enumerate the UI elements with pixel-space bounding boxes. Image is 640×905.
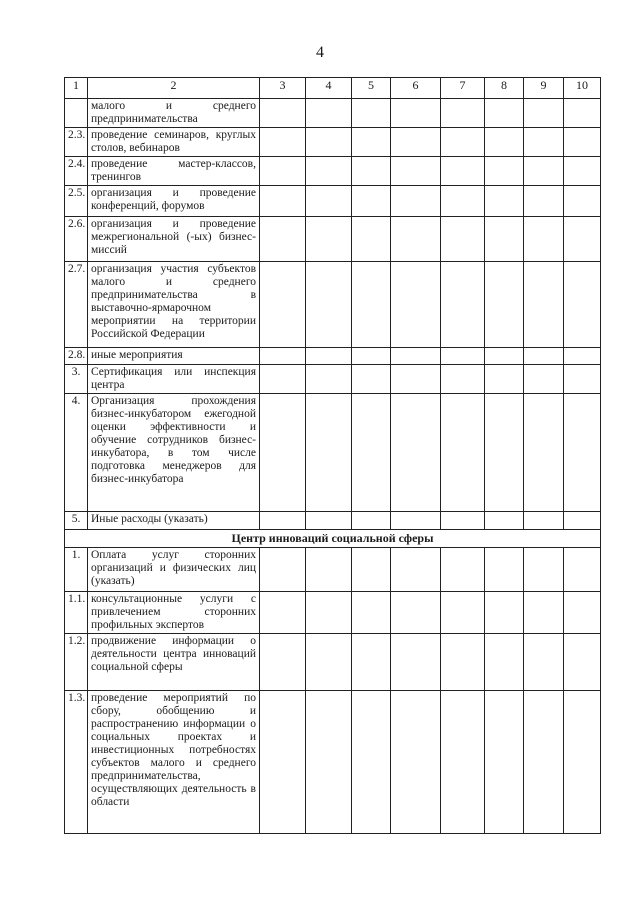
table-row bbox=[65, 548, 601, 592]
row-description: организация и проведение межрегиональной (-ых) бизнес-миссий bbox=[88, 217, 260, 262]
value-cell bbox=[306, 128, 352, 157]
value-cell bbox=[391, 691, 441, 834]
value-cell bbox=[441, 592, 485, 634]
value-cell bbox=[352, 99, 391, 128]
row-description: проведение мастер-классов, тренингов bbox=[88, 157, 260, 186]
row-description: Оплата услуг сторонних организаций и физических лиц (указать) bbox=[88, 548, 260, 592]
value-cell bbox=[306, 634, 352, 691]
row-description: консультационные услуги с привлечением сторонних профильных экспертов bbox=[88, 592, 260, 634]
row-description: проведение семинаров, круглых столов, вебинаров bbox=[88, 128, 260, 157]
value-cell bbox=[306, 548, 352, 592]
value-cell bbox=[441, 634, 485, 691]
value-cell bbox=[485, 348, 524, 365]
row-description: иные мероприятия bbox=[88, 348, 260, 365]
value-cell bbox=[524, 394, 564, 512]
row-number: 1.2. bbox=[65, 634, 88, 691]
value-cell bbox=[564, 592, 601, 634]
column-header: 9 bbox=[524, 78, 564, 99]
value-cell bbox=[524, 548, 564, 592]
row-number: 2.5. bbox=[65, 186, 88, 217]
value-cell bbox=[485, 128, 524, 157]
column-header: 6 bbox=[391, 78, 441, 99]
value-cell bbox=[441, 157, 485, 186]
section-row bbox=[65, 530, 601, 548]
value-cell bbox=[485, 691, 524, 834]
value-cell bbox=[564, 217, 601, 262]
value-cell bbox=[441, 348, 485, 365]
value-cell bbox=[524, 157, 564, 186]
value-cell bbox=[485, 99, 524, 128]
value-cell bbox=[306, 262, 352, 348]
column-header: 3 bbox=[260, 78, 306, 99]
table-row bbox=[65, 262, 601, 348]
value-cell bbox=[485, 394, 524, 512]
value-cell bbox=[306, 99, 352, 128]
value-cell bbox=[524, 128, 564, 157]
row-description: Организация прохождения бизнес-инкубатором ежегодной оценки эффективности и обучение сотрудников бизнес-инкубатора, в том числе подготовка менеджеров для бизнес-инкубатора bbox=[88, 394, 260, 512]
row-number bbox=[65, 99, 88, 128]
budget-table bbox=[64, 77, 601, 834]
value-cell bbox=[441, 262, 485, 348]
table-row bbox=[65, 128, 601, 157]
value-cell bbox=[524, 592, 564, 634]
value-cell bbox=[524, 217, 564, 262]
value-cell bbox=[260, 348, 306, 365]
table-row bbox=[65, 348, 601, 365]
value-cell bbox=[524, 365, 564, 394]
value-cell bbox=[564, 634, 601, 691]
table-body bbox=[65, 78, 601, 834]
table-row bbox=[65, 365, 601, 394]
value-cell bbox=[352, 186, 391, 217]
value-cell bbox=[441, 548, 485, 592]
column-header: 4 bbox=[306, 78, 352, 99]
value-cell bbox=[260, 548, 306, 592]
table-row bbox=[65, 99, 601, 128]
row-description: проведение мероприятий по сбору, обобщению и распространению информации о социальных проектах и инвестиционных потребностях субъектов малого и среднего предпринимательства, осуществляющих деятельность в области bbox=[88, 691, 260, 834]
value-cell bbox=[564, 348, 601, 365]
table-row bbox=[65, 217, 601, 262]
value-cell bbox=[485, 512, 524, 530]
value-cell bbox=[391, 634, 441, 691]
value-cell bbox=[441, 99, 485, 128]
value-cell bbox=[485, 634, 524, 691]
value-cell bbox=[485, 548, 524, 592]
value-cell bbox=[260, 262, 306, 348]
value-cell bbox=[352, 548, 391, 592]
value-cell bbox=[485, 217, 524, 262]
value-cell bbox=[564, 186, 601, 217]
value-cell bbox=[524, 262, 564, 348]
column-header: 2 bbox=[88, 78, 260, 99]
value-cell bbox=[485, 186, 524, 217]
row-number: 5. bbox=[65, 512, 88, 530]
value-cell bbox=[352, 157, 391, 186]
row-description: малого и среднего предпринимательства bbox=[88, 99, 260, 128]
row-description: Иные расходы (указать) bbox=[88, 512, 260, 530]
value-cell bbox=[352, 691, 391, 834]
value-cell bbox=[260, 99, 306, 128]
value-cell bbox=[564, 394, 601, 512]
value-cell bbox=[260, 634, 306, 691]
value-cell bbox=[441, 394, 485, 512]
column-header: 8 bbox=[485, 78, 524, 99]
value-cell bbox=[564, 128, 601, 157]
value-cell bbox=[306, 348, 352, 365]
table-row bbox=[65, 634, 601, 691]
value-cell bbox=[564, 262, 601, 348]
table-row bbox=[65, 394, 601, 512]
row-number: 2.4. bbox=[65, 157, 88, 186]
value-cell bbox=[352, 634, 391, 691]
value-cell bbox=[306, 512, 352, 530]
row-description: организация и проведение конференций, форумов bbox=[88, 186, 260, 217]
section-title: Центр инноваций социальной сферы bbox=[65, 530, 601, 548]
row-number: 2.3. bbox=[65, 128, 88, 157]
value-cell bbox=[306, 592, 352, 634]
value-cell bbox=[260, 394, 306, 512]
value-cell bbox=[260, 217, 306, 262]
value-cell bbox=[485, 365, 524, 394]
value-cell bbox=[260, 592, 306, 634]
value-cell bbox=[524, 99, 564, 128]
value-cell bbox=[524, 186, 564, 217]
value-cell bbox=[391, 512, 441, 530]
value-cell bbox=[391, 365, 441, 394]
value-cell bbox=[306, 394, 352, 512]
value-cell bbox=[564, 512, 601, 530]
value-cell bbox=[441, 512, 485, 530]
column-header: 5 bbox=[352, 78, 391, 99]
value-cell bbox=[441, 186, 485, 217]
row-number: 2.7. bbox=[65, 262, 88, 348]
value-cell bbox=[524, 348, 564, 365]
value-cell bbox=[352, 217, 391, 262]
row-description: продвижение информации о деятельности центра инноваций социальной сферы bbox=[88, 634, 260, 691]
value-cell bbox=[260, 512, 306, 530]
row-number: 1. bbox=[65, 548, 88, 592]
value-cell bbox=[485, 262, 524, 348]
table-row bbox=[65, 186, 601, 217]
value-cell bbox=[391, 128, 441, 157]
value-cell bbox=[260, 691, 306, 834]
table-row bbox=[65, 592, 601, 634]
value-cell bbox=[260, 157, 306, 186]
value-cell bbox=[391, 394, 441, 512]
row-number: 2.8. bbox=[65, 348, 88, 365]
value-cell bbox=[564, 99, 601, 128]
value-cell bbox=[524, 634, 564, 691]
value-cell bbox=[260, 128, 306, 157]
value-cell bbox=[352, 348, 391, 365]
row-description: Сертификация или инспекция центра bbox=[88, 365, 260, 394]
table-row bbox=[65, 157, 601, 186]
header-row bbox=[65, 78, 601, 99]
value-cell bbox=[441, 128, 485, 157]
row-number: 1.3. bbox=[65, 691, 88, 834]
value-cell bbox=[352, 592, 391, 634]
value-cell bbox=[524, 512, 564, 530]
row-number: 2.6. bbox=[65, 217, 88, 262]
value-cell bbox=[441, 691, 485, 834]
value-cell bbox=[306, 217, 352, 262]
column-header: 7 bbox=[441, 78, 485, 99]
value-cell bbox=[352, 262, 391, 348]
value-cell bbox=[306, 157, 352, 186]
value-cell bbox=[352, 365, 391, 394]
value-cell bbox=[352, 512, 391, 530]
value-cell bbox=[564, 157, 601, 186]
value-cell bbox=[391, 262, 441, 348]
value-cell bbox=[391, 348, 441, 365]
row-number: 1.1. bbox=[65, 592, 88, 634]
value-cell bbox=[306, 691, 352, 834]
table-row bbox=[65, 512, 601, 530]
value-cell bbox=[441, 217, 485, 262]
value-cell bbox=[391, 186, 441, 217]
value-cell bbox=[441, 365, 485, 394]
value-cell bbox=[306, 186, 352, 217]
value-cell bbox=[391, 99, 441, 128]
value-cell bbox=[564, 691, 601, 834]
column-header: 10 bbox=[564, 78, 601, 99]
value-cell bbox=[564, 365, 601, 394]
value-cell bbox=[564, 548, 601, 592]
value-cell bbox=[391, 548, 441, 592]
row-number: 4. bbox=[65, 394, 88, 512]
page-number: 4 bbox=[316, 44, 324, 61]
value-cell bbox=[391, 157, 441, 186]
value-cell bbox=[485, 592, 524, 634]
value-cell bbox=[260, 365, 306, 394]
value-cell bbox=[391, 217, 441, 262]
value-cell bbox=[391, 592, 441, 634]
row-number: 3. bbox=[65, 365, 88, 394]
value-cell bbox=[352, 128, 391, 157]
column-header: 1 bbox=[65, 78, 88, 99]
value-cell bbox=[352, 394, 391, 512]
value-cell bbox=[485, 157, 524, 186]
value-cell bbox=[524, 691, 564, 834]
value-cell bbox=[306, 365, 352, 394]
row-description: организация участия субъектов малого и среднего предпринимательства в выставочно-ярмарочном мероприятии на территории Российской Федерации bbox=[88, 262, 260, 348]
value-cell bbox=[260, 186, 306, 217]
table-row bbox=[65, 691, 601, 834]
